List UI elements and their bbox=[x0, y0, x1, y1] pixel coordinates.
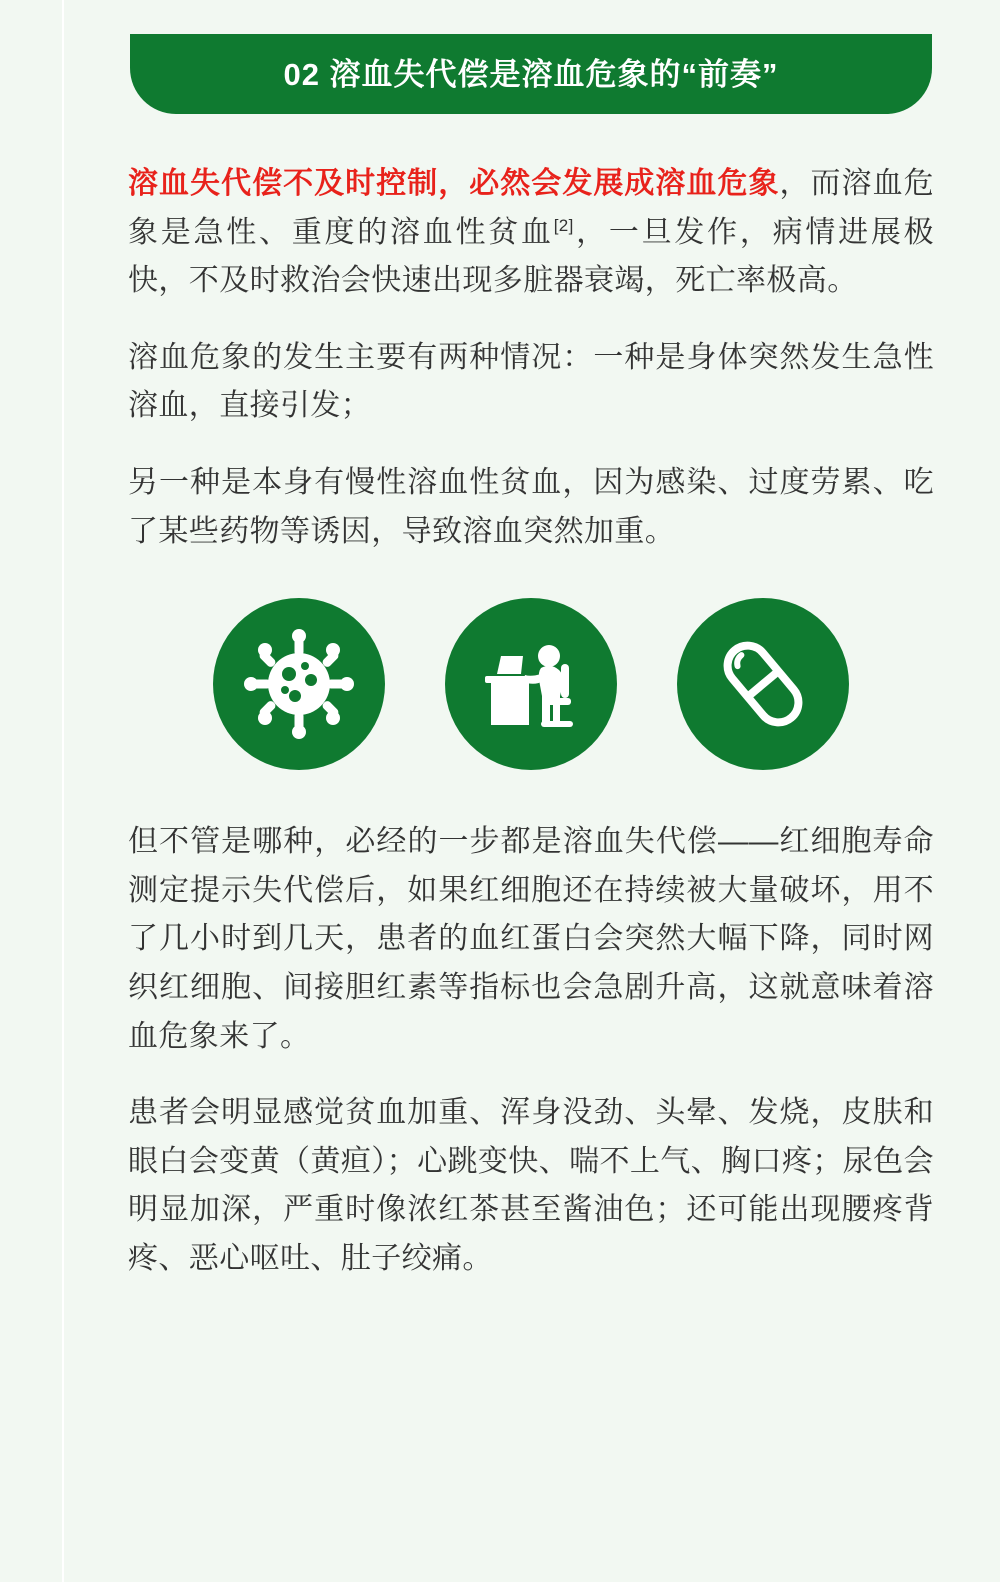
virus-icon bbox=[213, 598, 385, 770]
desk-work-fatigue-icon bbox=[445, 598, 617, 770]
page-title: 02 溶血失代偿是溶血危象的“前奏” bbox=[283, 56, 779, 92]
bottom-spacer bbox=[128, 1312, 934, 1342]
illustration-icon-row bbox=[128, 598, 934, 770]
paragraph-3: 另一种是本身有慢性溶血性贫血，因为感染、过度劳累、吃了某些药物等诱因，导致溶血突然加重。 bbox=[128, 465, 934, 548]
paragraph-4: 但不管是哪种，必经的一步都是溶血失代偿——红细胞寿命测定提示失代偿后，如果红细胞还在持续被大量破坏，用不了几小时到几天，患者的血红蛋白会突然大幅下降，同时网织红细胞、间接胆红素等指标也会急剧升高，这就意味着溶血危象来了。 bbox=[128, 825, 934, 1053]
paragraph-5: 患者会明显感觉贫血加重、浑身没劲、头晕、发烧，皮肤和眼白会变黄（黄疸）；心跳变快、喘不上气、胸口疼；尿色会明显加深，严重时像浓红茶甚至酱油色；还可能出现腰疼背疼、恶心呕吐、肚子绞痛。 bbox=[128, 1096, 934, 1275]
article-body bbox=[62, 160, 1000, 1342]
page-content bbox=[62, 34, 1000, 1342]
highlight-red-text: 溶血失代偿不及时控制，必然会发展成溶血危象 bbox=[128, 167, 780, 200]
reference-marker: [2] bbox=[553, 215, 574, 235]
section-header-banner bbox=[130, 34, 932, 114]
paragraph-2: 溶血危象的发生主要有两种情况：一种是身体突然发生急性溶血，直接引发； bbox=[128, 340, 934, 423]
paragraph-1-text-b: ，一旦发作，病情进展极快，不及时救治会快速出现多脏器衰竭，死亡率极高。 bbox=[128, 215, 934, 298]
paragraph-1 bbox=[128, 160, 934, 306]
left-accent-rail bbox=[0, 0, 64, 1582]
paragraph-1-text-a: ，而溶血危象是急性、重度的溶血性贫血 bbox=[128, 167, 934, 249]
capsule-pill-icon bbox=[677, 598, 849, 770]
